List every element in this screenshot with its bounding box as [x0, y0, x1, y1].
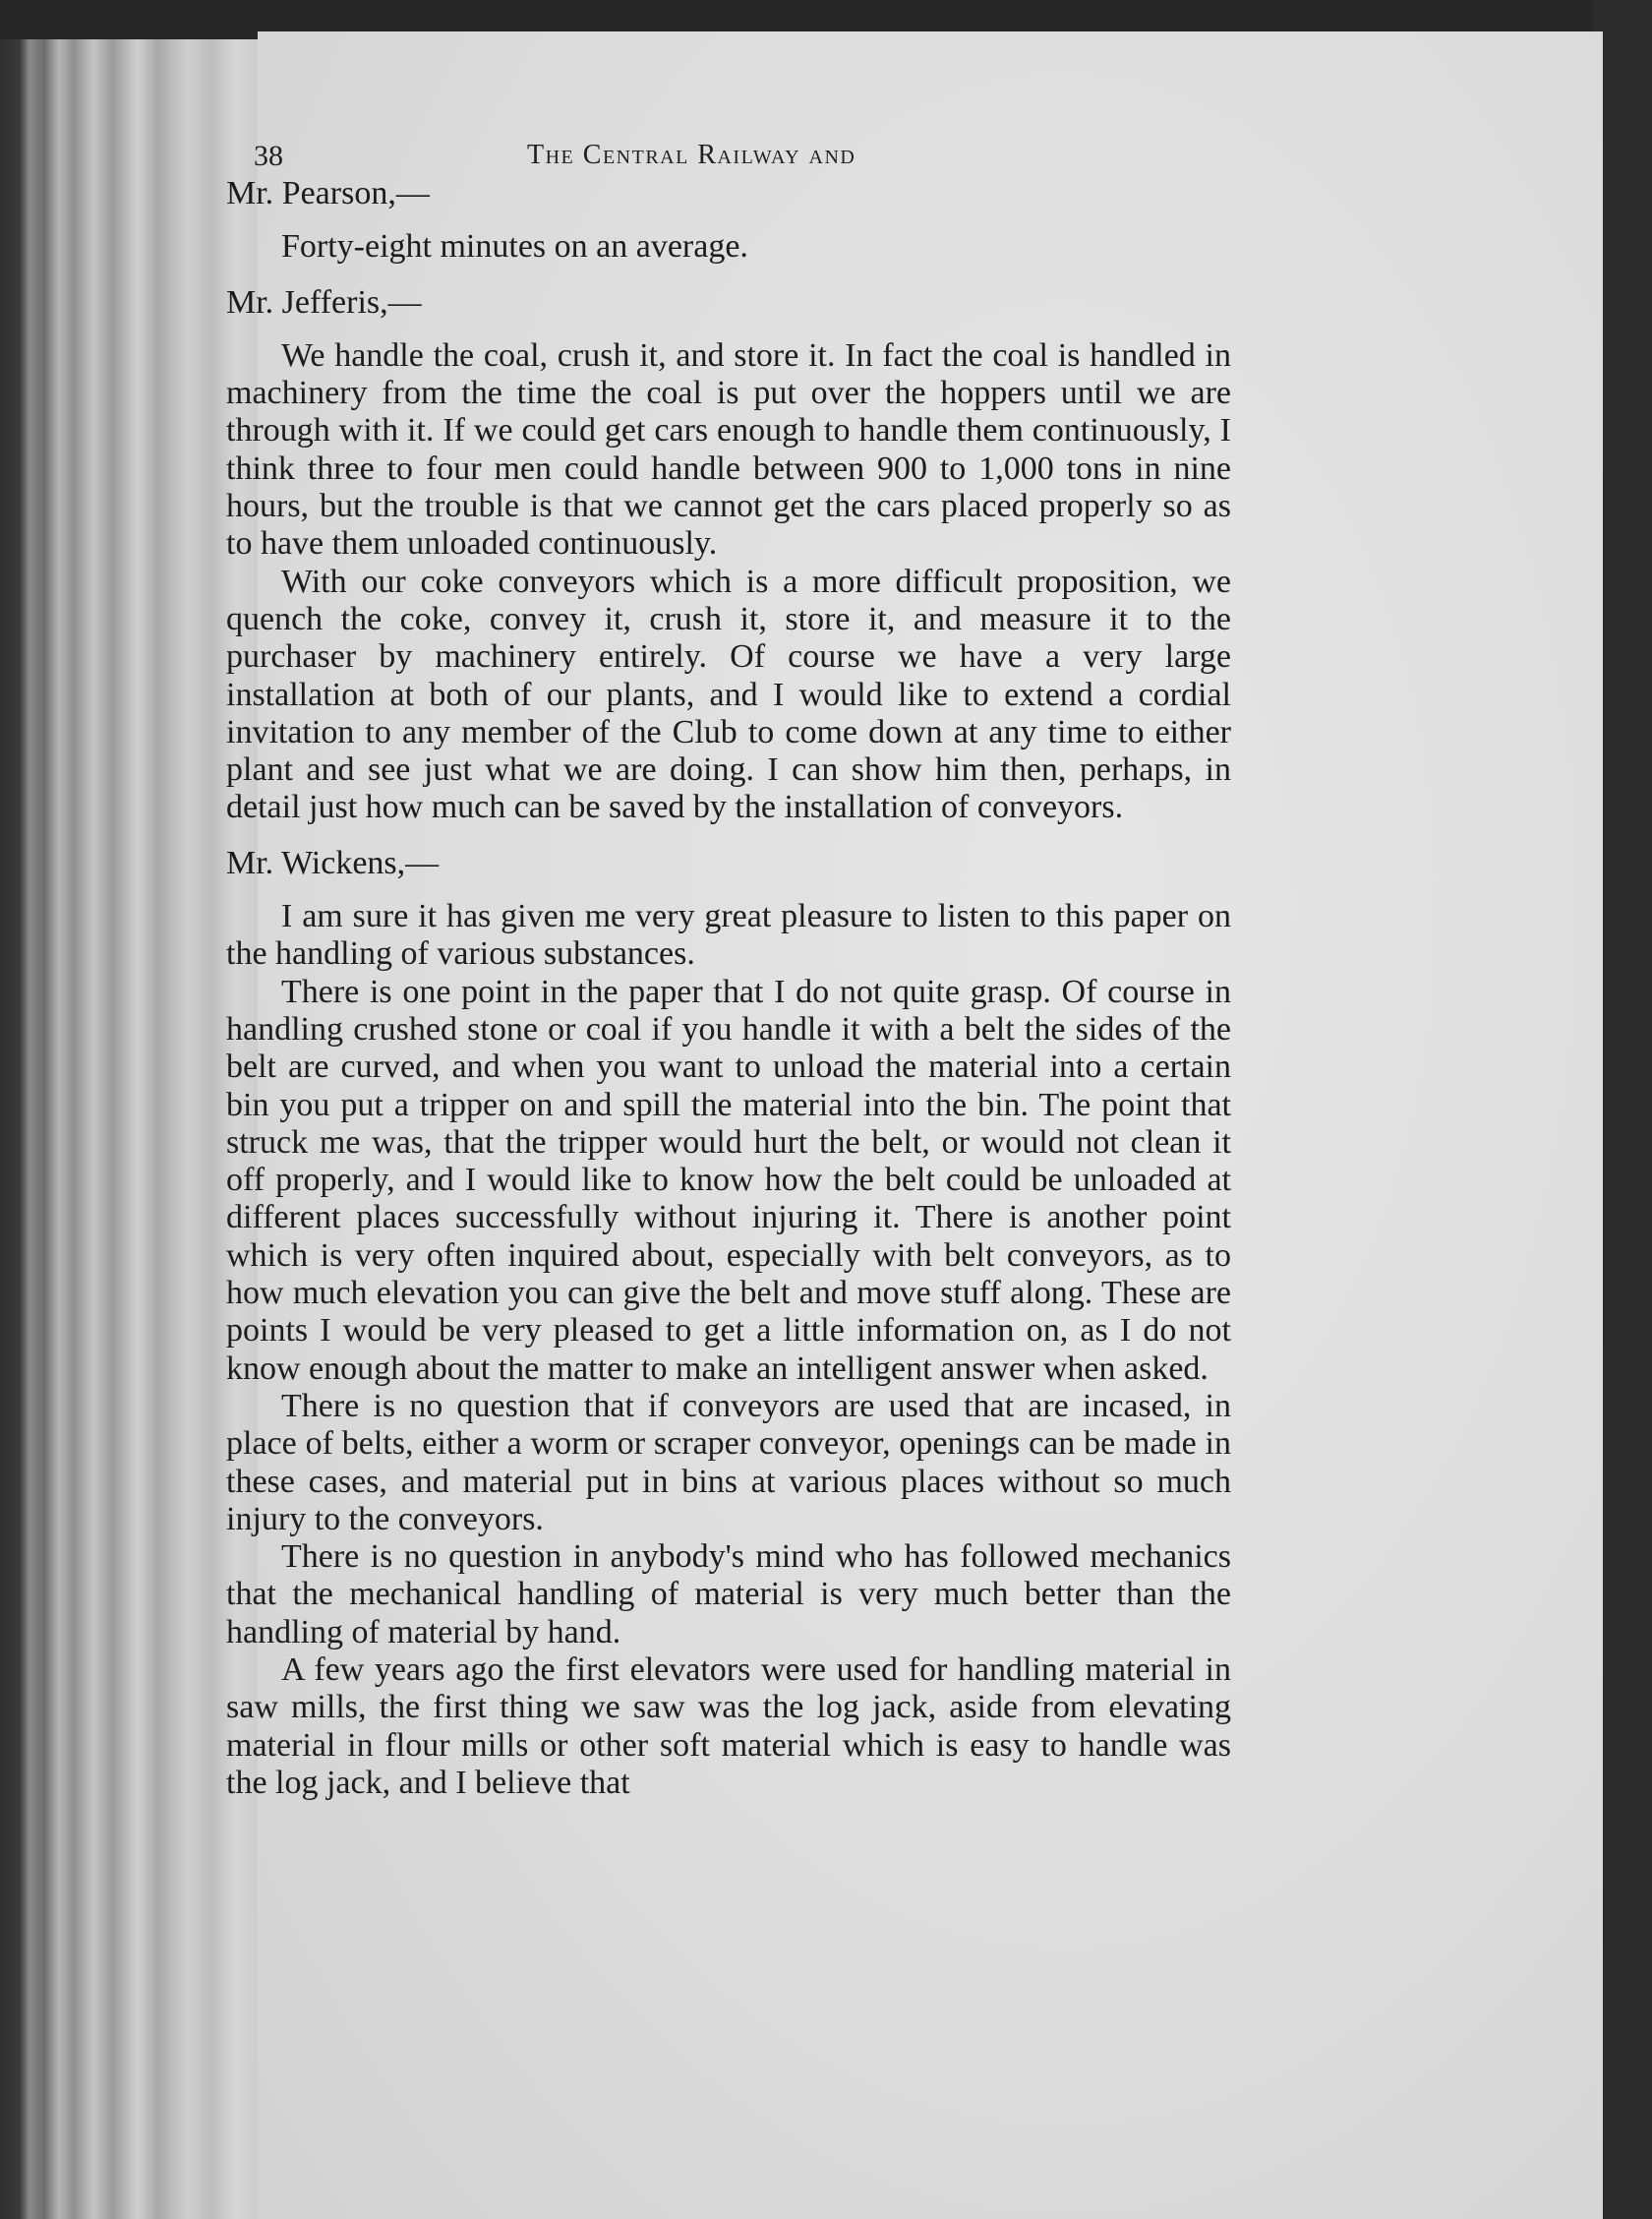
paragraph: I am sure it has given me very great pleasure to listen to this paper on the handling of various substances. [226, 898, 1231, 973]
page-body [226, 175, 1231, 1802]
paragraph: There is one point in the paper that I do not quite grasp. Of course in handling crushed stone or coal if you handle it with a belt the sides of the belt are curved, and when you want to unload the material into a certain bin you put a tripper on and spill the material into the bin. The point that struck me was, that the tripper would hurt the belt, or would not clean it off properly, and I would like to know how the belt could be unloaded at different places successfully without injuring it. There is another point which is very often inquired about, especially with belt conveyors, as to how much elevation you can give the belt and move stuff along. These are points I would be very pleased to get a little information on, as I do not know enough about the matter to make an intelligent answer when asked. [226, 973, 1231, 1387]
speaker-label: Mr. Pearson,— [226, 175, 430, 211]
page-number: 38 [254, 140, 283, 172]
spacer [226, 827, 1231, 845]
paragraph: We handle the coal, crush it, and store it. In fact the coal is handled in machinery from the time the coal is put over the hoppers until we are through with it. If we could get cars enough to handle them continuously, I think three to four men could handle between 900 to 1,000 tons in nine hours, but the trouble is that we cannot get the cars placed properly so as to have them unloaded continuously. [226, 336, 1231, 563]
running-head [254, 110, 1139, 172]
paragraph: Forty-eight minutes on an average. [281, 228, 748, 266]
spacer [226, 267, 1231, 284]
running-title: The Central Railway and [527, 140, 856, 170]
paragraph: A few years ago the first elevators were used for handling material in saw mills, the first thing we saw was the log jack, aside from elevating material in flour mills or other soft material which is easy to handle was the log jack, and I believe that [226, 1650, 1231, 1801]
paragraph: With our coke conveyors which is a more difficult proposition, we quench the coke, convey it, crush it, store it, and measure it to the purchaser by machinery entirely. Of course we have a very large installation at both of our plants, and I would like to extend a cordial invitation to any member of the Club to come down at any time to either plant and see just what we are doing. I can show him then, perhaps, in detail just how much can be saved by the installation of conveyors. [226, 563, 1231, 826]
paragraph: There is no question in anybody's mind who has followed mechanics that the mechanical handling of material is very much better than the handling of material by hand. [226, 1538, 1231, 1650]
paragraph: There is no question that if conveyors are used that are incased, in place of belts, either a worm or scraper conveyor, openings can be made in these cases, and material put in bins at various places without so much injury to the conveyors. [226, 1387, 1231, 1537]
speaker-label: Mr. Jefferis,— [226, 283, 422, 321]
speaker-label: Mr. Wickens,— [226, 844, 440, 881]
